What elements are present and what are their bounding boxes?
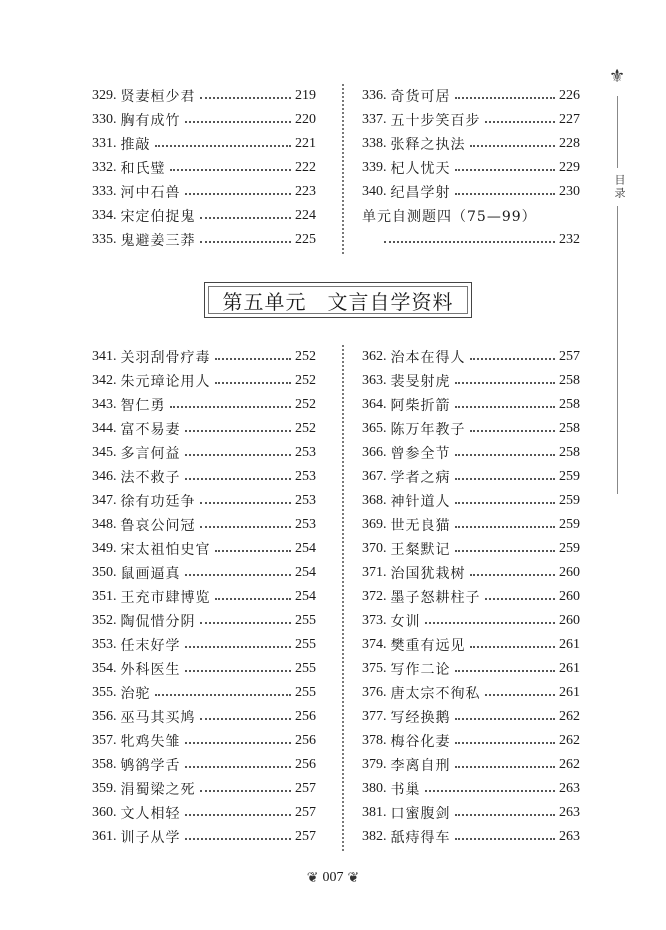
entry-number: 380. <box>362 781 387 796</box>
entry-number: 347. <box>92 493 117 508</box>
leader-dots <box>170 406 292 408</box>
entry-title: 训子从学 <box>120 830 181 846</box>
entry-number: 351. <box>92 589 117 604</box>
entry-title: 写作二论 <box>390 662 451 678</box>
leader-dots <box>200 790 292 792</box>
leader-dots <box>455 742 556 744</box>
entry-number: 335. <box>92 232 117 247</box>
toc-entry[interactable] <box>92 132 316 156</box>
toc-entry[interactable] <box>92 609 316 633</box>
column-divider-top <box>342 84 344 254</box>
entry-number: 350. <box>92 565 117 580</box>
entry-title: 胸有成竹 <box>120 113 181 129</box>
toc-entry[interactable] <box>92 801 316 825</box>
toc-entry[interactable] <box>92 369 316 393</box>
entry-number: 366. <box>362 445 387 460</box>
entry-number: 338. <box>362 136 387 151</box>
entry-title: 鸲鹆学舌 <box>120 758 181 774</box>
entry-page: 252 <box>295 373 316 388</box>
entry-page: 253 <box>295 445 316 460</box>
toc-entry[interactable] <box>92 489 316 513</box>
toc-entry[interactable] <box>362 585 580 609</box>
entry-title: 唐太宗不徇私 <box>390 686 481 702</box>
entry-title: 张释之执法 <box>390 137 466 153</box>
leader-dots <box>470 430 556 432</box>
leader-dots <box>455 193 556 195</box>
toc-entry[interactable] <box>92 513 316 537</box>
toc-entry[interactable] <box>362 705 580 729</box>
entry-number: 370. <box>362 541 387 556</box>
toc-entry[interactable] <box>92 465 316 489</box>
entry-page: 256 <box>295 709 316 724</box>
leader-dots <box>455 718 556 720</box>
toc-entry[interactable] <box>362 465 580 489</box>
entry-number: 361. <box>92 829 117 844</box>
entry-page: 257 <box>295 829 316 844</box>
unit-test-page-row[interactable]: 232 <box>384 228 580 252</box>
leader-dots <box>455 502 556 504</box>
entry-number: 379. <box>362 757 387 772</box>
leader-dots <box>485 598 556 600</box>
unit-heading: 第五单元 文言自学资料 <box>222 289 454 314</box>
toc-entry[interactable] <box>92 657 316 681</box>
toc-entry[interactable] <box>92 417 316 441</box>
entry-number: 369. <box>362 517 387 532</box>
toc-entry[interactable] <box>92 441 316 465</box>
entry-number: 362. <box>362 349 387 364</box>
toc-entry[interactable] <box>362 513 580 537</box>
entry-title: 墨子怒耕柱子 <box>390 590 481 606</box>
entry-number: 363. <box>362 373 387 388</box>
entry-number: 373. <box>362 613 387 628</box>
entry-title: 富不易妻 <box>120 422 181 438</box>
entry-title: 阿柴折箭 <box>390 398 451 414</box>
leader-dots <box>185 670 292 672</box>
toc-entry[interactable] <box>362 681 580 705</box>
leader-dots <box>470 358 556 360</box>
leader-dots <box>455 550 556 552</box>
page-number: 007 <box>322 870 344 885</box>
leader-dots <box>185 193 292 195</box>
unit4-right-column <box>362 84 580 252</box>
toc-entry[interactable] <box>362 801 580 825</box>
entry-title: 宋定伯捉鬼 <box>120 209 196 225</box>
toc-entry[interactable] <box>92 705 316 729</box>
entry-number: 371. <box>362 565 387 580</box>
toc-entry[interactable] <box>92 108 316 132</box>
entry-number: 367. <box>362 469 387 484</box>
leader-dots <box>455 670 556 672</box>
entry-number: 365. <box>362 421 387 436</box>
toc-entry[interactable] <box>362 84 580 108</box>
entry-title: 五十步笑百步 <box>390 113 481 129</box>
toc-entry[interactable] <box>92 753 316 777</box>
toc-entry[interactable] <box>92 393 316 417</box>
leader-dots <box>185 454 292 456</box>
entry-page: 260 <box>559 589 580 604</box>
leader-dots <box>455 97 556 99</box>
toc-entry[interactable] <box>362 609 580 633</box>
entry-page: 259 <box>559 541 580 556</box>
entry-page: 253 <box>295 493 316 508</box>
entry-title: 王充市肆博览 <box>120 590 211 606</box>
entry-page: 259 <box>559 493 580 508</box>
entry-page: 260 <box>559 613 580 628</box>
entry-page: 225 <box>295 232 316 247</box>
entry-number: 360. <box>92 805 117 820</box>
entry-page: 263 <box>559 829 580 844</box>
entry-title: 贤妻桓少君 <box>120 89 196 105</box>
entry-title: 学者之病 <box>390 470 451 486</box>
toc-entry[interactable] <box>362 156 580 180</box>
entry-page: 254 <box>295 589 316 604</box>
entry-page: 253 <box>295 469 316 484</box>
unit4-left-column <box>92 84 316 252</box>
entry-page: 257 <box>295 781 316 796</box>
entry-page: 223 <box>295 184 316 199</box>
entry-number: 339. <box>362 160 387 175</box>
entry-title: 樊重有远见 <box>390 638 466 654</box>
toc-entry[interactable] <box>362 729 580 753</box>
entry-number: 372. <box>362 589 387 604</box>
entry-page: 254 <box>295 565 316 580</box>
entry-title: 陈万年教子 <box>390 422 466 438</box>
entry-page: 261 <box>559 637 580 652</box>
entry-title: 李离自刑 <box>390 758 451 774</box>
entry-number: 349. <box>92 541 117 556</box>
entry-number: 382. <box>362 829 387 844</box>
entry-page: 256 <box>295 733 316 748</box>
toc-entry[interactable] <box>362 180 580 204</box>
entry-title: 舐痔得车 <box>390 830 451 846</box>
entry-number: 333. <box>92 184 117 199</box>
entry-title: 曾参全节 <box>390 446 451 462</box>
toc-entry[interactable] <box>92 681 316 705</box>
entry-number: 345. <box>92 445 117 460</box>
entry-page: 263 <box>559 781 580 796</box>
entry-page: 253 <box>295 517 316 532</box>
entry-number: 374. <box>362 637 387 652</box>
entry-title: 纪昌学射 <box>390 185 451 201</box>
entry-page: 259 <box>559 517 580 532</box>
entry-title: 治本在得人 <box>390 350 466 366</box>
unit5-right-column <box>362 345 580 849</box>
entry-title: 河中石兽 <box>120 185 181 201</box>
entry-number: 336. <box>362 88 387 103</box>
entry-number: 342. <box>92 373 117 388</box>
entry-number: 332. <box>92 160 117 175</box>
leader-dots <box>215 358 292 360</box>
leader-dots <box>185 430 292 432</box>
entry-page: 252 <box>295 397 316 412</box>
entry-number: 358. <box>92 757 117 772</box>
entry-number: 377. <box>362 709 387 724</box>
entry-title: 奇货可居 <box>390 89 451 105</box>
page-footer <box>283 866 383 890</box>
entry-page: 256 <box>295 757 316 772</box>
leader-dots <box>185 574 292 576</box>
toc-entry[interactable] <box>92 84 316 108</box>
leader-dots <box>185 478 292 480</box>
side-rule-bottom <box>617 206 618 494</box>
entry-number: 344. <box>92 421 117 436</box>
toc-entry[interactable] <box>362 489 580 513</box>
entry-page: 262 <box>559 709 580 724</box>
entry-title: 世无良猫 <box>390 518 451 534</box>
leader-dots <box>200 526 292 528</box>
leader-dots <box>455 838 556 840</box>
entry-page: 257 <box>295 805 316 820</box>
entry-page: 252 <box>295 349 316 364</box>
entry-title: 外科医生 <box>120 662 181 678</box>
entry-page: 228 <box>559 136 580 151</box>
entry-page: 262 <box>559 757 580 772</box>
toc-entry[interactable] <box>92 345 316 369</box>
side-rule-top <box>617 96 618 168</box>
entry-title: 文人相轻 <box>120 806 181 822</box>
unit-test-title[interactable]: 单元自测题四（75—99） <box>362 209 537 225</box>
entry-number: 355. <box>92 685 117 700</box>
entry-page: 263 <box>559 805 580 820</box>
entry-number: 359. <box>92 781 117 796</box>
entry-number: 352. <box>92 613 117 628</box>
entry-title: 杞人忧天 <box>390 161 451 177</box>
entry-number: 357. <box>92 733 117 748</box>
toc-entry[interactable] <box>362 345 580 369</box>
leader-dots <box>155 145 292 147</box>
leader-dots <box>455 169 556 171</box>
column-divider-bottom <box>342 345 344 851</box>
entry-title: 鬼避姜三莽 <box>120 233 196 249</box>
side-label: 目录 <box>613 174 626 200</box>
entry-page: 260 <box>559 565 580 580</box>
toc-entry[interactable] <box>92 204 316 228</box>
toc-entry[interactable] <box>362 537 580 561</box>
leader-dots <box>215 598 292 600</box>
toc-entry[interactable] <box>362 393 580 417</box>
entry-page: 255 <box>295 661 316 676</box>
entry-title: 法不救子 <box>120 470 181 486</box>
entry-title: 巫马其买鸠 <box>120 710 196 726</box>
entry-title: 牝鸡失雏 <box>120 734 181 750</box>
leader-dots <box>470 574 556 576</box>
entry-title: 任末好学 <box>120 638 181 654</box>
entry-title: 陶侃惜分阴 <box>120 614 196 630</box>
leader-dots <box>185 838 292 840</box>
entry-title: 写经换鹅 <box>390 710 451 726</box>
entry-number: 329. <box>92 88 117 103</box>
leader-dots <box>215 382 292 384</box>
leader-dots <box>185 121 292 123</box>
entry-number: 375. <box>362 661 387 676</box>
entry-page: 252 <box>295 421 316 436</box>
leader-dots <box>185 742 292 744</box>
entry-page: 226 <box>559 88 580 103</box>
entry-page: 220 <box>295 112 316 127</box>
entry-title: 推敲 <box>120 137 151 153</box>
toc-entry[interactable] <box>362 777 580 801</box>
entry-page: 219 <box>295 88 316 103</box>
entry-number: 341. <box>92 349 117 364</box>
footer-ornament-left-icon: ❦ <box>306 870 319 886</box>
entry-number: 376. <box>362 685 387 700</box>
leader-dots <box>200 718 292 720</box>
toc-entry[interactable] <box>362 753 580 777</box>
toc-entry[interactable] <box>92 156 316 180</box>
unit5-left-column <box>92 345 316 849</box>
entry-page: 258 <box>559 421 580 436</box>
entry-number: 346. <box>92 469 117 484</box>
toc-entry[interactable] <box>362 657 580 681</box>
leader-dots <box>200 502 292 504</box>
toc-entry[interactable] <box>92 537 316 561</box>
toc-entry[interactable] <box>362 369 580 393</box>
entry-page: 221 <box>295 136 316 151</box>
entry-title: 神针道人 <box>390 494 451 510</box>
entry-number: 334. <box>92 208 117 223</box>
entry-page: 222 <box>295 160 316 175</box>
entry-title: 宋太祖怕史官 <box>120 542 211 558</box>
toc-entry[interactable] <box>362 441 580 465</box>
toc-entry[interactable] <box>92 729 316 753</box>
entry-title: 和氏璧 <box>120 161 166 177</box>
entry-page: 230 <box>559 184 580 199</box>
entry-title: 口蜜腹剑 <box>390 806 451 822</box>
leader-dots <box>384 241 555 243</box>
entry-title: 关羽刮骨疗毒 <box>120 350 211 366</box>
entry-page: 259 <box>559 469 580 484</box>
toc-entry[interactable] <box>362 108 580 132</box>
entry-number: 340. <box>362 184 387 199</box>
entry-page: 255 <box>295 685 316 700</box>
entry-page: 229 <box>559 160 580 175</box>
toc-entry[interactable] <box>92 228 316 252</box>
leader-dots <box>455 814 556 816</box>
toc-entry[interactable] <box>92 825 316 849</box>
entry-number: 381. <box>362 805 387 820</box>
leader-dots <box>425 790 556 792</box>
toc-entry[interactable] <box>362 132 580 156</box>
entry-page: 261 <box>559 685 580 700</box>
entry-page: 257 <box>559 349 580 364</box>
leader-dots <box>425 622 556 624</box>
entry-page: 255 <box>295 613 316 628</box>
entry-number: 337. <box>362 112 387 127</box>
footer-ornament-right-icon: ❦ <box>347 870 360 886</box>
entry-title: 多言何益 <box>120 446 181 462</box>
entry-title: 徐有功廷争 <box>120 494 196 510</box>
leader-dots <box>455 454 556 456</box>
entry-number: 364. <box>362 397 387 412</box>
leader-dots <box>185 766 292 768</box>
fleur-ornament-icon: ⚜ <box>609 66 626 87</box>
leader-dots <box>485 121 556 123</box>
leader-dots <box>470 145 556 147</box>
entry-title: 书巢 <box>390 782 421 798</box>
leader-dots <box>455 382 556 384</box>
entry-number: 354. <box>92 661 117 676</box>
entry-title: 鼠画逼真 <box>120 566 181 582</box>
entry-title: 治驼 <box>120 686 151 702</box>
entry-page: 258 <box>559 373 580 388</box>
entry-page: 261 <box>559 661 580 676</box>
leader-dots <box>455 478 556 480</box>
leader-dots <box>155 694 292 696</box>
entry-page: 227 <box>559 112 580 127</box>
toc-entry[interactable] <box>362 825 580 849</box>
leader-dots <box>470 646 556 648</box>
leader-dots <box>200 622 292 624</box>
entry-number: 331. <box>92 136 117 151</box>
entry-title: 朱元璋论用人 <box>120 374 211 390</box>
entry-title: 裴旻射虎 <box>390 374 451 390</box>
entry-title: 治国犹栽树 <box>390 566 466 582</box>
toc-entry[interactable] <box>92 561 316 585</box>
toc-entry[interactable] <box>362 417 580 441</box>
entry-number: 378. <box>362 733 387 748</box>
entry-number: 343. <box>92 397 117 412</box>
entry-title: 涓蜀梁之死 <box>120 782 196 798</box>
leader-dots <box>455 526 556 528</box>
toc-entry[interactable] <box>92 585 316 609</box>
entry-title: 梅谷化妻 <box>390 734 451 750</box>
toc-entry[interactable] <box>92 633 316 657</box>
unit-heading-banner <box>204 282 472 318</box>
entry-page: 254 <box>295 541 316 556</box>
leader-dots <box>200 241 292 243</box>
entry-page: 262 <box>559 733 580 748</box>
toc-entry[interactable] <box>362 633 580 657</box>
entry-number: 353. <box>92 637 117 652</box>
entry-number: 356. <box>92 709 117 724</box>
entry-page: 258 <box>559 397 580 412</box>
entry-title: 王粲默记 <box>390 542 451 558</box>
toc-entry[interactable] <box>92 777 316 801</box>
entry-title: 女训 <box>390 614 421 630</box>
leader-dots <box>200 97 292 99</box>
leader-dots <box>455 406 556 408</box>
entry-page: 224 <box>295 208 316 223</box>
leader-dots <box>185 814 292 816</box>
leader-dots <box>455 766 556 768</box>
leader-dots <box>185 646 292 648</box>
entry-page: 258 <box>559 445 580 460</box>
toc-entry[interactable] <box>92 180 316 204</box>
entry-number: 330. <box>92 112 117 127</box>
leader-dots <box>485 694 556 696</box>
entry-number: 368. <box>362 493 387 508</box>
entry-title: 智仁勇 <box>120 398 166 414</box>
leader-dots <box>170 169 292 171</box>
entry-number: 348. <box>92 517 117 532</box>
leader-dots <box>215 550 292 552</box>
entry-title: 鲁哀公问冠 <box>120 518 196 534</box>
toc-entry[interactable] <box>362 561 580 585</box>
leader-dots <box>200 217 292 219</box>
entry-page: 255 <box>295 637 316 652</box>
